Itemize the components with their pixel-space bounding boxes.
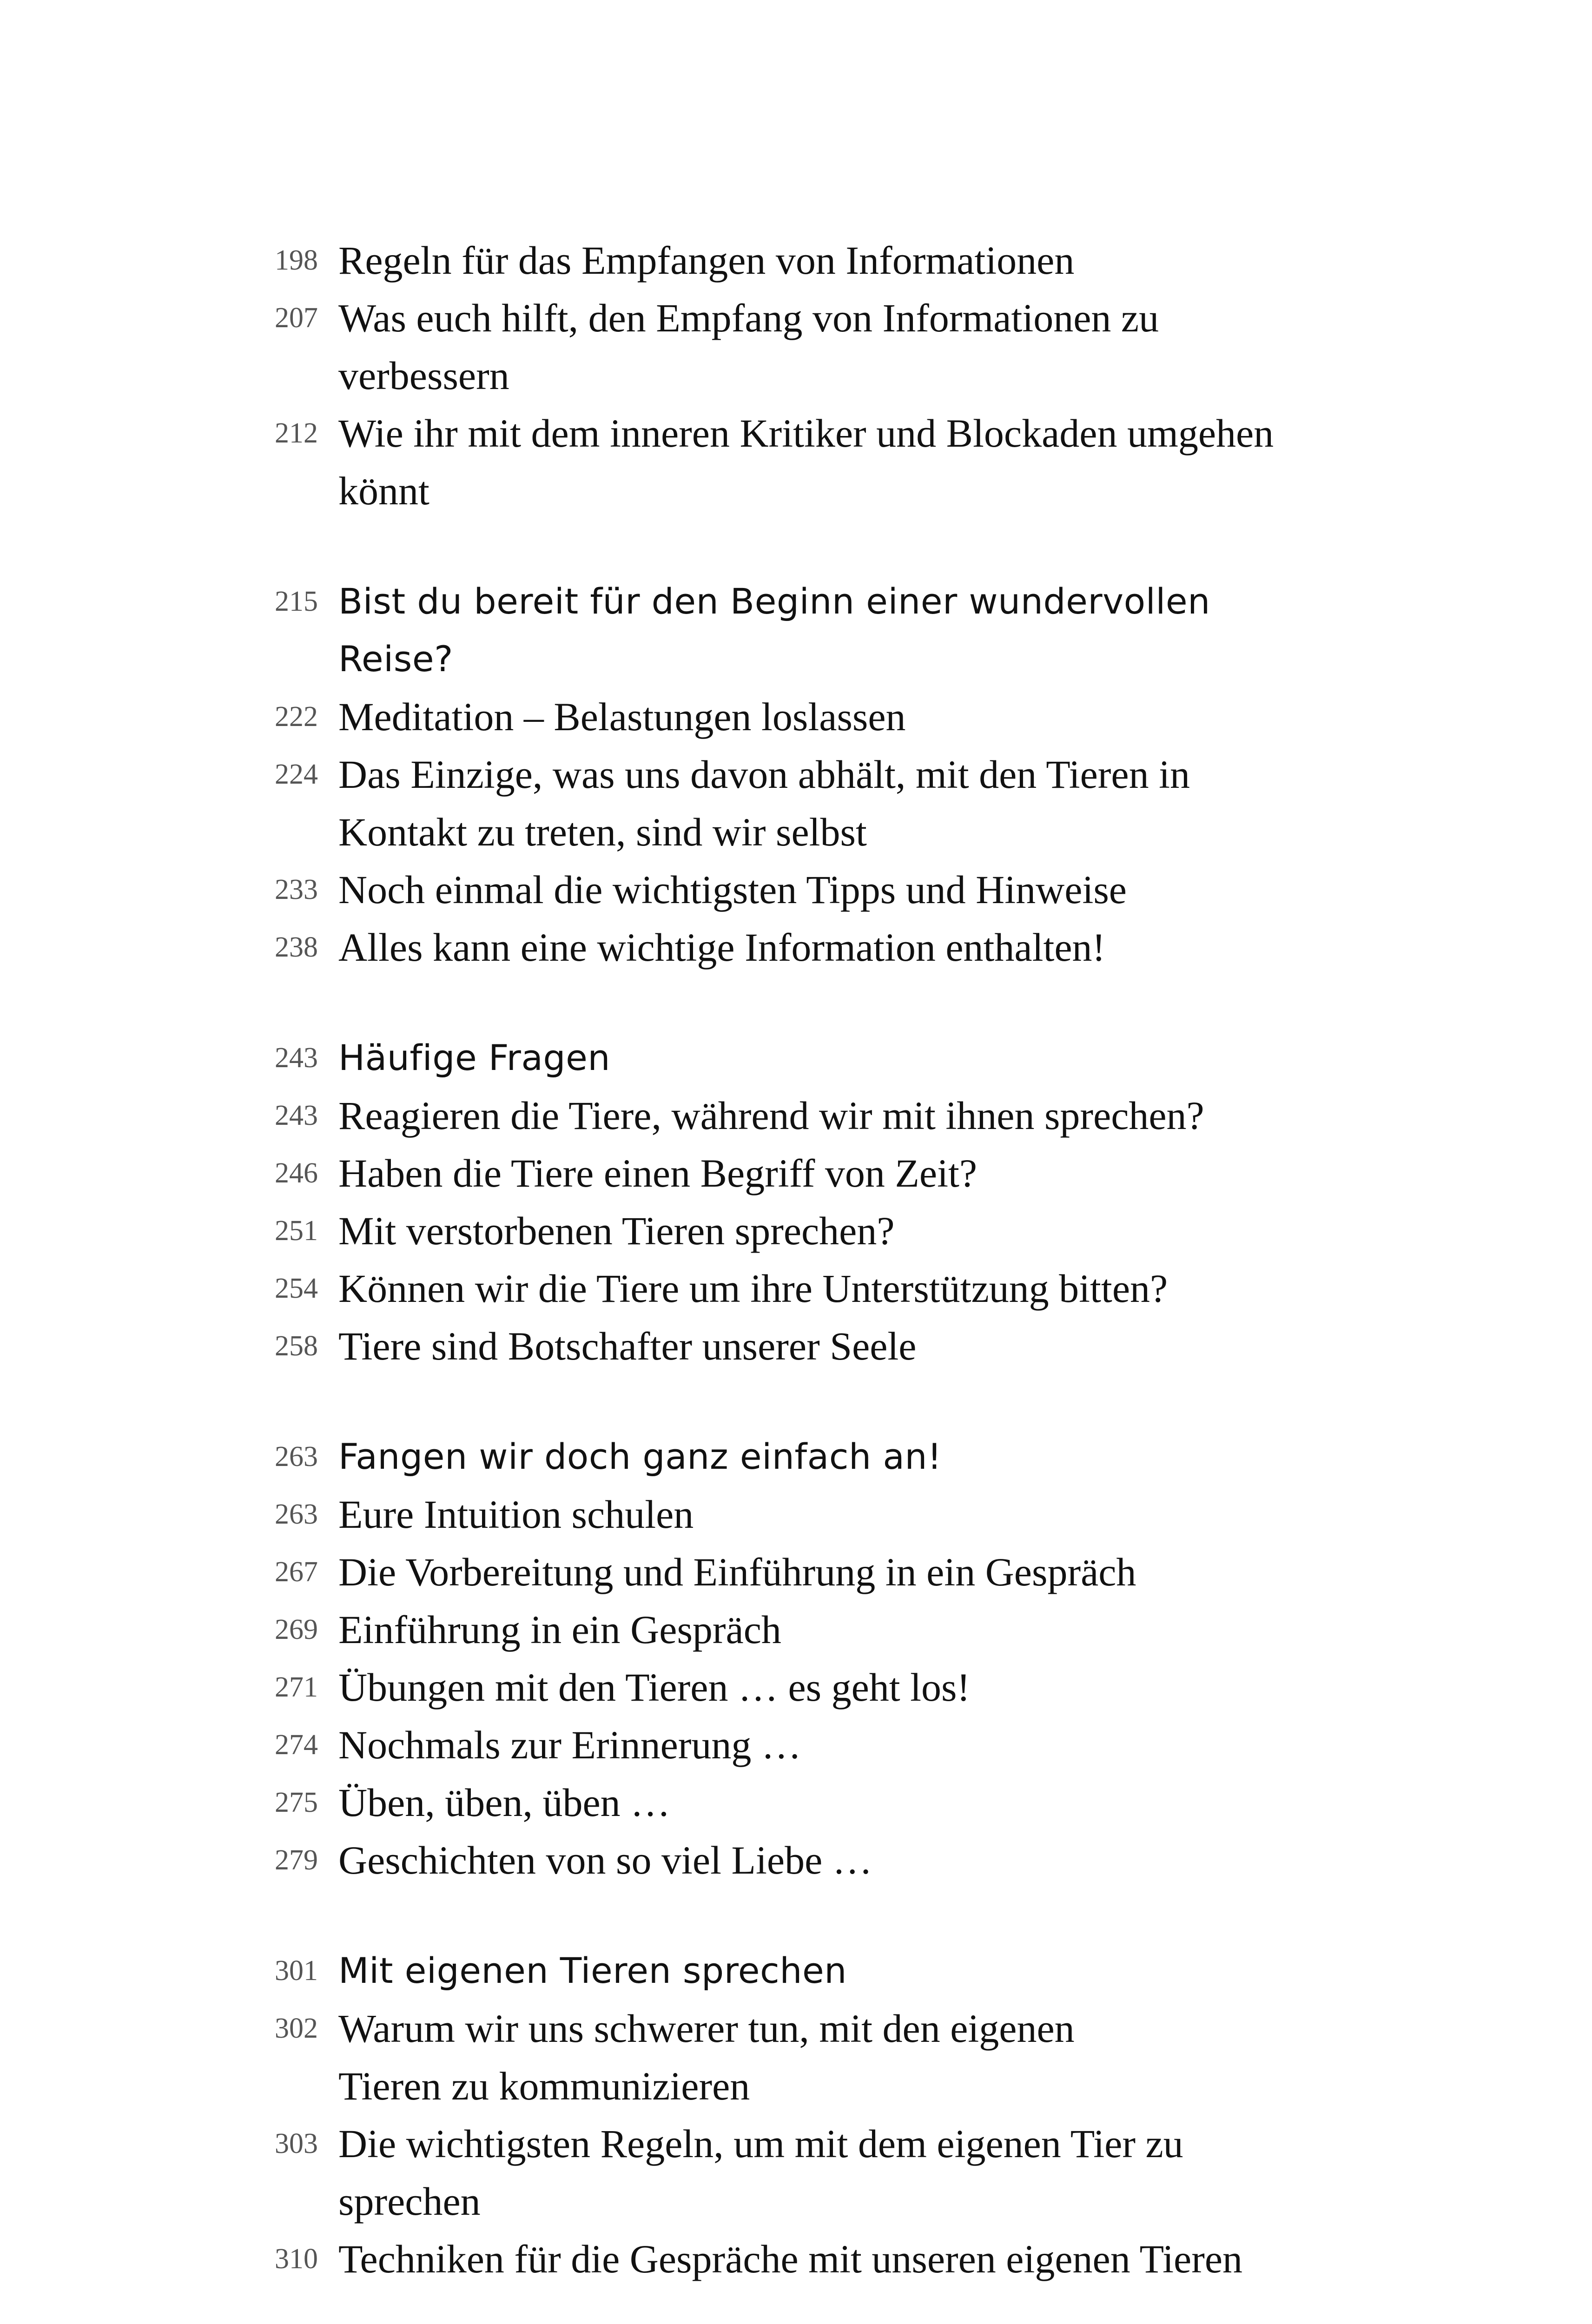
toc-section [242,231,1311,520]
toc-entry [242,918,1311,976]
entry-title: Mit verstorbenen Tieren sprechen? [338,1208,895,1253]
chapter-title: Bist du bereit für den Beginn einer wundervollen Reise? [338,581,1210,680]
page-number: 310 [275,2243,318,2275]
chapter-title: Häufige Fragen [338,1037,611,1078]
toc-section [242,1428,1311,1889]
page-number: 258 [275,1330,318,1362]
toc-entry [242,1831,1311,1889]
page-number: 303 [275,2128,318,2159]
page-number: 275 [275,1787,318,1818]
toc-entry [242,404,1311,520]
entry-title: Reagieren die Tiere, während wir mit ihnen sprechen? [338,1093,1204,1138]
toc-entry [242,1601,1311,1658]
page-number: 302 [275,2013,318,2044]
entry-title: Alles kann eine wichtige Information enthalten! [338,925,1106,970]
page-number: 212 [275,417,318,449]
entry-title: Können wir die Tiere um ihre Unterstützung bitten? [338,1266,1168,1311]
toc-section [242,573,1311,976]
toc-section [242,1029,1311,1375]
page-number: 269 [275,1614,318,1645]
entry-title: Haben die Tiere einen Begriff von Zeit? [338,1151,978,1195]
entry-title: Übungen mit den Tieren … es geht los! [338,1665,971,1710]
page-number: 222 [275,701,318,733]
toc-entry [242,746,1311,861]
page-number: 254 [275,1273,318,1304]
page-number: 246 [275,1157,318,1189]
page-number: 279 [275,1844,318,1876]
toc-entry [242,1087,1311,1144]
entry-title: Noch einmal die wichtigsten Tipps und Hinweise [338,867,1127,912]
page-number: 238 [275,931,318,963]
toc-entry [242,1716,1311,1774]
toc-entry [242,1486,1311,1543]
entry-title: Geschichten von so viel Liebe … [338,1838,872,1882]
entry-title: Nochmals zur Erinnerung … [338,1723,801,1767]
entry-title: Meditation – Belastungen loslassen [338,694,906,739]
page-number: 267 [275,1556,318,1588]
entry-title: Tiere sind Botschafter unserer Seele [338,1324,917,1368]
toc-entry [242,1317,1311,1375]
toc-entry [242,2230,1311,2288]
entry-title: Das Einzige, was uns davon abhält, mit den Tieren in Kontakt zu treten, sind wir selbst [338,752,1190,854]
entry-title: Die wichtigsten Regeln, um mit dem eigenen Tier zu sprechen [338,2121,1183,2224]
toc-entry [242,1260,1311,1317]
page-number: 301 [275,1955,318,1987]
toc-entry [242,1144,1311,1202]
toc-chapter-heading [242,1942,1311,2000]
table-of-contents [242,231,1311,2288]
toc-entry [242,2115,1311,2230]
page-number: 233 [275,874,318,905]
page-number: 243 [275,1042,318,1074]
entry-title: Regeln für das Empfangen von Informationen [338,238,1075,283]
entry-title: Einführung in ein Gespräch [338,1607,781,1652]
page-number: 263 [275,1441,318,1472]
toc-entry [242,1543,1311,1601]
page-number: 224 [275,759,318,790]
page-number: 198 [275,244,318,276]
toc-entry [242,2000,1311,2115]
entry-title: Eure Intuition schulen [338,1492,694,1537]
chapter-title: Mit eigenen Tieren sprechen [338,1950,847,1991]
entry-title: Techniken für die Gespräche mit unseren eigenen Tieren [338,2237,1243,2281]
toc-entry [242,1202,1311,1260]
toc-entry [242,861,1311,918]
toc-section [242,1942,1311,2288]
entry-title: Wie ihr mit dem inneren Kritiker und Blockaden umgehen könnt [338,411,1274,513]
page-number: 263 [275,1499,318,1530]
entry-title: Was euch hilft, den Empfang von Informationen zu verbessern [338,296,1159,398]
page-number: 243 [275,1100,318,1131]
entry-title: Üben, üben, üben … [338,1780,671,1825]
page-number: 271 [275,1671,318,1703]
toc-entry [242,688,1311,746]
toc-entry [242,1774,1311,1831]
page-number: 274 [275,1729,318,1761]
page-number: 251 [275,1215,318,1247]
toc-chapter-heading [242,1029,1311,1087]
toc-chapter-heading [242,573,1311,688]
toc-entry [242,231,1311,289]
entry-title: Warum wir uns schwerer tun, mit den eigenen Tieren zu kommunizieren [338,2006,1075,2108]
page-number: 215 [275,586,318,617]
chapter-title: Fangen wir doch ganz einfach an! [338,1436,942,1477]
toc-chapter-heading [242,1428,1311,1486]
entry-title: Die Vorbereitung und Einführung in ein Gespräch [338,1550,1136,1594]
page-number: 207 [275,302,318,334]
toc-entry [242,1658,1311,1716]
toc-entry [242,289,1311,404]
